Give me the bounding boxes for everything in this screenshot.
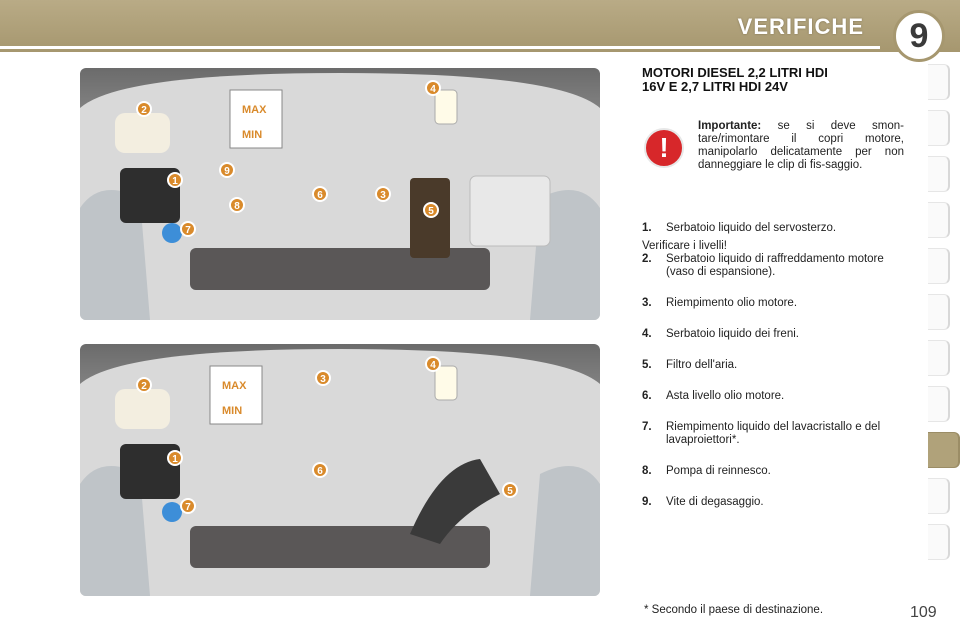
footnote: * Secondo il paese di destinazione. xyxy=(644,604,824,616)
chapter-tabs xyxy=(928,64,950,574)
text-column xyxy=(642,65,904,508)
item-text: Riempimento olio motore. xyxy=(666,297,798,309)
chapter-tab[interactable] xyxy=(928,64,950,100)
list-item xyxy=(642,359,904,372)
chapter-tab-active[interactable] xyxy=(928,432,960,468)
item-text: Serbatoio liquido dei freni. xyxy=(666,328,799,340)
section-title-line2: 16V E 2,7 LITRI HDI 24V xyxy=(642,79,788,94)
item-text: Pompa di reinnesco. xyxy=(666,465,771,477)
engine-bay-illustration-bottom xyxy=(80,344,600,596)
item-number: 3. xyxy=(642,297,652,309)
item-number: 6. xyxy=(642,390,652,402)
chapter-tab[interactable] xyxy=(928,524,950,560)
callout-1: 1 xyxy=(172,454,178,465)
page-title: VERIFICHE xyxy=(737,14,864,39)
max-label: MAX xyxy=(242,104,267,116)
item-number: 8. xyxy=(642,465,652,477)
engine-bay-figure-top xyxy=(80,68,600,320)
callout-6: 6 xyxy=(317,190,323,201)
component-list xyxy=(642,222,904,527)
max-label: MAX xyxy=(222,380,247,392)
page-number: 109 xyxy=(910,604,937,621)
callout-4: 4 xyxy=(430,360,436,371)
chapter-tab[interactable] xyxy=(928,478,950,514)
item-number: 5. xyxy=(642,359,652,371)
chapter-badge xyxy=(893,10,945,62)
callout-7: 7 xyxy=(185,225,191,236)
callout-6: 6 xyxy=(317,466,323,477)
chapter-tab[interactable] xyxy=(928,248,950,284)
chapter-tab[interactable] xyxy=(928,156,950,192)
callout-8: 8 xyxy=(234,201,240,212)
important-note xyxy=(642,120,904,252)
chapter-tab[interactable] xyxy=(928,294,950,330)
callout-9: 9 xyxy=(224,166,230,177)
item-text: Serbatoio liquido del servosterzo. xyxy=(666,222,837,234)
chapter-tab[interactable] xyxy=(928,340,950,376)
chapter-tab[interactable] xyxy=(928,202,950,238)
callout-3: 3 xyxy=(380,190,386,201)
item-number: 4. xyxy=(642,328,652,340)
list-item xyxy=(642,421,904,447)
min-label: MIN xyxy=(242,129,263,141)
note-label: Importante: xyxy=(698,120,762,132)
list-item xyxy=(642,297,904,310)
min-label: MIN xyxy=(222,405,243,417)
note-text xyxy=(698,120,904,172)
callout-1: 1 xyxy=(172,176,178,187)
item-text: Filtro dell'aria. xyxy=(666,359,738,371)
check-levels-text: Verificare i livelli! xyxy=(642,240,727,252)
callout-4: 4 xyxy=(430,84,436,95)
section-title xyxy=(642,66,904,94)
list-item xyxy=(642,496,904,509)
list-item xyxy=(642,328,904,341)
item-number: 7. xyxy=(642,421,652,433)
item-number: 2. xyxy=(642,253,652,265)
callout-5: 5 xyxy=(428,206,434,217)
item-text: Vite di degasaggio. xyxy=(666,496,764,508)
page-header xyxy=(0,0,960,52)
list-item xyxy=(642,222,904,235)
item-text: Asta livello olio motore. xyxy=(666,390,785,402)
item-text: Riempimento liquido del lavacristallo e del lavaproiettori*. xyxy=(666,421,881,446)
callout-2: 2 xyxy=(141,105,147,116)
section-title-line1: MOTORI DIESEL 2,2 LITRI HDI xyxy=(642,65,828,80)
engine-bay-illustration-top xyxy=(80,68,600,320)
list-item xyxy=(642,465,904,478)
item-text: Serbatoio liquido di raffreddamento motore (vaso di espansione). xyxy=(666,253,884,278)
chapter-tab[interactable] xyxy=(928,386,950,422)
chapter-tab[interactable] xyxy=(928,110,950,146)
callout-7: 7 xyxy=(185,502,191,513)
item-number: 9. xyxy=(642,496,652,508)
chapter-number: 9 xyxy=(909,17,929,55)
callout-5: 5 xyxy=(507,486,513,497)
list-item xyxy=(642,390,904,403)
callout-2: 2 xyxy=(141,381,147,392)
header-rule xyxy=(0,46,880,49)
callout-3: 3 xyxy=(320,374,326,385)
list-item xyxy=(642,253,904,279)
item-number: 1. xyxy=(642,222,652,234)
engine-bay-figure-bottom xyxy=(80,344,600,596)
warning-icon: ! xyxy=(644,128,684,168)
note-body: se si deve smon-tare/rimontare il copri motore, manipolarlo delicatamente per non danneggiare le clip di fis-saggio. xyxy=(698,120,904,171)
